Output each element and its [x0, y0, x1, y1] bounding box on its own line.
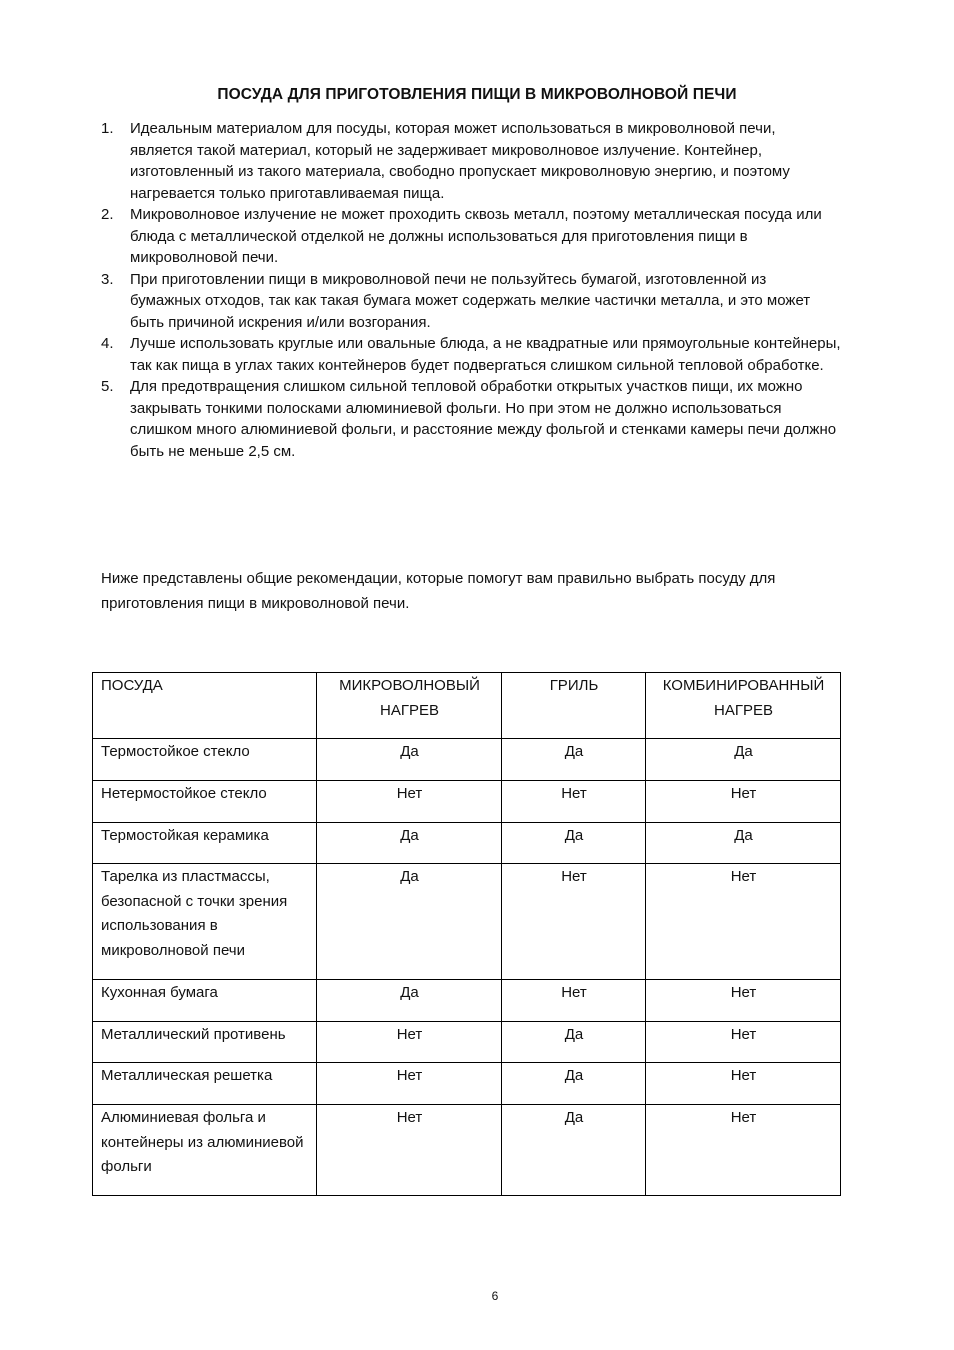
list-item-text: Для предотвращения слишком сильной тепловой обработки открытых участков пищи, их можно закрывать тонкими полосками алюминиевой фольги. Но при этом не должно использоваться слишком много алюминиевой фольги, и расстояние между фольгой и стенками камеры печи должно быть не меньше 2,5 см. — [130, 378, 837, 460]
table-cell: Нет — [646, 864, 841, 980]
table-cell: Нет — [646, 980, 841, 1022]
table-cell: Да — [317, 823, 502, 864]
table-row — [93, 739, 841, 781]
table-cell: Нет — [502, 980, 646, 1022]
table-cell: Нет — [646, 1105, 841, 1196]
list-item-text: Лучше использовать круглые или овальные блюда, а не квадратные или прямоугольные контейнеры, так как пища в углах таких контейнеров будет подвергаться слишком сильной тепловой обработке. — [130, 335, 841, 374]
cookware-table — [92, 672, 841, 1196]
table-cell: Нет — [317, 781, 502, 823]
header-cell: КОМБИНИРОВАННЫЙ НАГРЕВ — [646, 673, 841, 739]
table-cell: Нет — [646, 1063, 841, 1105]
page-title: ПОСУДА ДЛЯ ПРИГОТОВЛЕНИЯ ПИЩИ В МИКРОВОЛНОВОЙ ПЕЧИ — [217, 86, 737, 103]
table-cell: Тарелка из пластмассы, безопасной с точки зрения использования в микроволновой печи — [93, 864, 317, 980]
table-cell: Нет — [646, 1022, 841, 1063]
list-item-number: 5. — [101, 378, 114, 395]
list-item-number: 1. — [101, 120, 114, 137]
table-cell: Нет — [646, 781, 841, 823]
list-item-number: 4. — [101, 335, 114, 352]
table-row — [93, 864, 841, 980]
header-cell: ГРИЛЬ — [502, 673, 646, 739]
table-row — [93, 823, 841, 864]
list-item-text: При приготовлении пищи в микроволновой печи не пользуйтесь бумагой, изготовленной из бумажных отходов, так как такая бумага может содержать мелкие частички металла, и это может быть причиной искрения и/или возгорания. — [130, 270, 811, 331]
list-item-text: Идеальным материалом для посуды, которая может использоваться в микроволновой печи, является такой материал, который не задерживает микроволновое излучение. Контейнер, изготовленный из такого материала, свободно пропускает микроволновую энергию, и поэтому нагревается только приготавливаемая пища. — [130, 120, 790, 202]
list-item — [101, 204, 841, 269]
header-cell: ПОСУДА — [93, 673, 317, 739]
table-cell: Нет — [502, 864, 646, 980]
table-cell: Нет — [502, 781, 646, 823]
page-number: 6 — [491, 1289, 499, 1303]
table-cell: Металлическая решетка — [93, 1063, 317, 1105]
table-cell: Да — [502, 739, 646, 781]
list-item — [101, 269, 841, 334]
table-cell: Нетермостойкое стекло — [93, 781, 317, 823]
table-row — [93, 980, 841, 1022]
table-cell: Кухонная бумага — [93, 980, 317, 1022]
table-cell: Термостойкое стекло — [93, 739, 317, 781]
table-row — [93, 1105, 841, 1196]
intro-paragraph: Ниже представлены общие рекомендации, которые помогут вам правильно выбрать посуду для приготовления пищи в микроволновой печи. — [101, 570, 776, 612]
table-row — [93, 781, 841, 823]
table-header-row — [93, 673, 841, 739]
table-row — [93, 1063, 841, 1105]
table-cell: Да — [646, 739, 841, 781]
table-cell: Нет — [317, 1105, 502, 1196]
table-cell: Да — [317, 739, 502, 781]
list-item — [101, 333, 841, 376]
table-cell: Да — [502, 1022, 646, 1063]
list-item-text: Микроволновое излучение не может проходить сквозь металл, поэтому металлическая посуда или блюда с металлической отделкой не должны использоваться для приготовления пищи в микроволновой печи. — [130, 206, 822, 266]
header-cell: МИКРОВОЛНОВЫЙ НАГРЕВ — [317, 673, 502, 739]
table-cell: Да — [502, 823, 646, 864]
table-cell: Нет — [317, 1063, 502, 1105]
instructions-list — [101, 118, 841, 462]
list-item-number: 2. — [101, 206, 114, 223]
list-item-number: 3. — [101, 270, 114, 288]
list-item — [101, 118, 841, 204]
list-item — [101, 376, 841, 462]
table-cell: Нет — [317, 1022, 502, 1063]
table-row — [93, 1022, 841, 1063]
table-cell: Да — [502, 1105, 646, 1196]
table-cell: Алюминиевая фольга и контейнеры из алюминиевой фольги — [93, 1105, 317, 1196]
table-cell: Да — [646, 823, 841, 864]
table-cell: Металлический противень — [93, 1022, 317, 1063]
table-cell: Термостойкая керамика — [93, 823, 317, 864]
table-cell: Да — [317, 864, 502, 980]
table-cell: Да — [317, 980, 502, 1022]
table-cell: Да — [502, 1063, 646, 1105]
